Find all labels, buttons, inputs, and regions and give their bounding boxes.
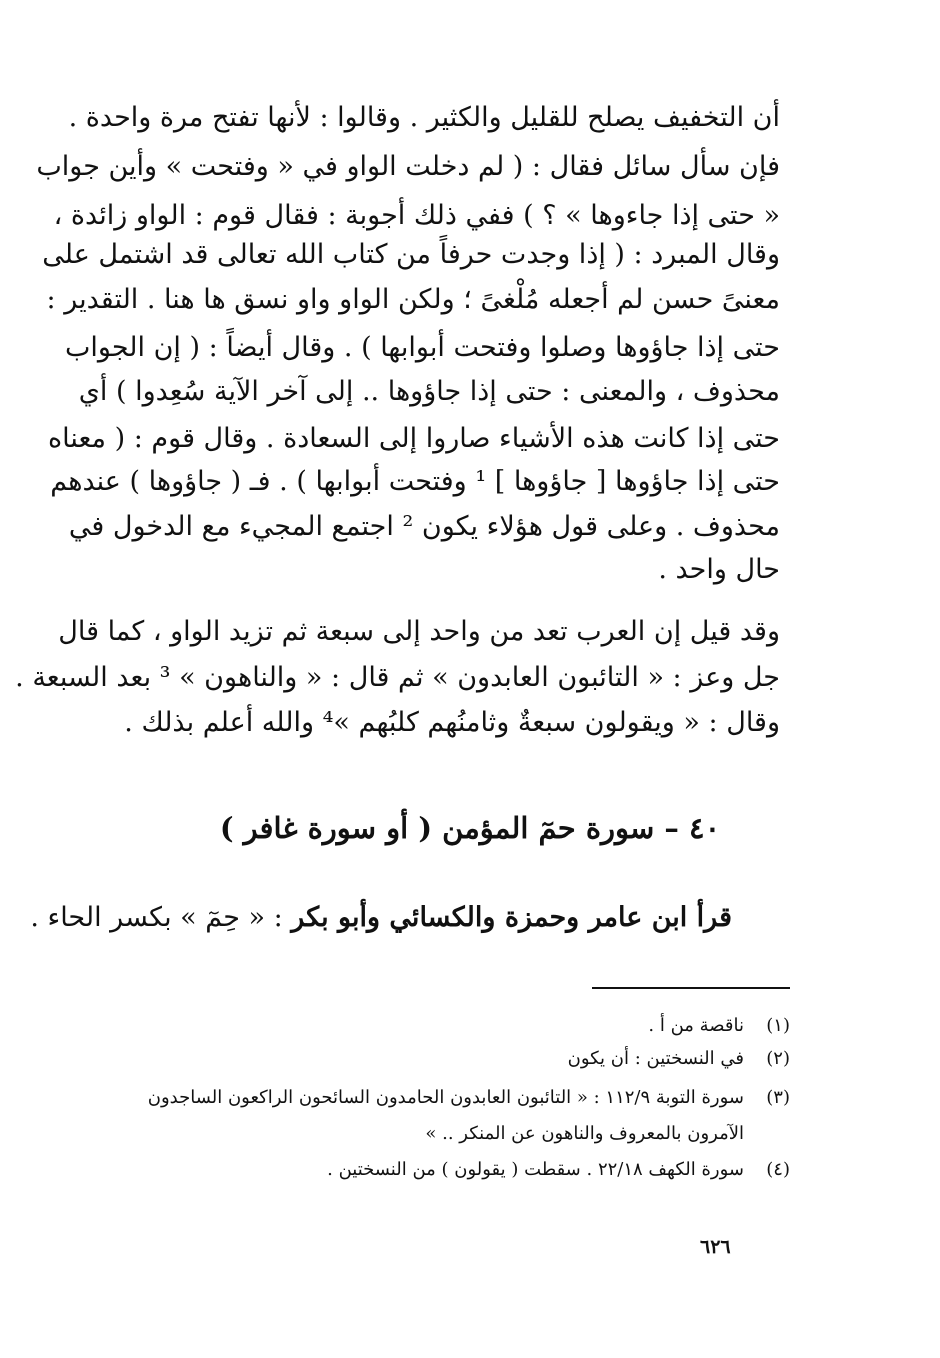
- body-line-10: محذوف . وعلى قول هؤلاء يكون ² اجتمع المجيء مع الدخول في: [68, 511, 780, 542]
- body-line-11: حال واحد .: [658, 554, 780, 585]
- footnote-number: (٢): [766, 1048, 790, 1069]
- reading-line: [30, 898, 732, 938]
- footnote-number: (٤): [766, 1159, 790, 1180]
- footnote-4: [100, 1155, 790, 1185]
- footnote-3: [100, 1083, 790, 1113]
- body-line-9: حتى إذا جاؤوها [ جاؤوها ] ¹ وفتحت أبوابها ) . فـ ( جاؤوها ) عندهم: [50, 466, 780, 497]
- footnote-2: [100, 1044, 790, 1074]
- section-heading: ٤٠ – سورة حمٓ المؤمن ( أو سورة غافر ): [219, 811, 721, 845]
- body-line-3: « حتى إذا جاءوها » ؟ ) ففي ذلك أجوبة : فقال قوم : الواو زائدة ،: [53, 200, 780, 231]
- body-line-2: فإن سأل سائل فقال : ( لم دخلت الواو في « وفتحت » وأين جواب: [36, 151, 780, 182]
- body-line-4: وقال المبرد : ( إذا وجدت حرفاً من كتاب الله تعالى قد اشتمل على: [42, 239, 780, 270]
- footnote-text: في النسختين : أن يكون: [567, 1048, 744, 1069]
- body-line-13: جل وعز : « التائبون العابدون » ثم قال : « والناهون » ³ بعد السبعة .: [15, 662, 780, 693]
- body-line-14: وقال : « ويقولون سبعةٌ وثامنُهم كلبُهم »⁴ والله أعلم بذلك .: [124, 707, 780, 738]
- body-line-1: أن التخفيف يصلح للقليل والكثير . وقالوا : لأنها تفتح مرة واحدة .: [68, 102, 780, 133]
- footnote-text: سورة الكهف ٢٢/١٨ . سقطت ( يقولون ) من النسختين .: [327, 1159, 744, 1180]
- page-number: ٦٢٦: [700, 1236, 731, 1258]
- footnote-text: ناقصة من أ .: [648, 1015, 744, 1036]
- body-line-6: حتى إذا جاؤوها وصلوا وفتحت أبوابها ) . وقال أيضاً : ( إن الجواب: [65, 332, 780, 363]
- footnote-number: (١): [766, 1015, 790, 1036]
- body-line-12: وقد قيل إن العرب تعد من واحد إلى سبعة ثم تزيد الواو ، كما قال: [58, 616, 780, 647]
- reading-bold: قرأ ابن عامر وحمزة والكسائي وأبو بكر: [291, 902, 732, 933]
- footnote-number: (٣): [766, 1087, 790, 1108]
- body-line-8: حتى إذا كانت هذه الأشياء صاروا إلى السعادة . وقال قوم : ( معناه: [48, 423, 780, 454]
- body-line-7: محذوف ، والمعنى : حتى إذا جاؤوها .. إلى آخر الآية سُعِدوا ) أي: [78, 376, 780, 407]
- footnote-divider: [592, 987, 790, 989]
- footnote-1: [100, 1011, 790, 1041]
- footnote-text: سورة التوبة ١١٢/٩ : « التائبون العابدون الحامدون السائحون الراكعون الساجدون: [147, 1087, 744, 1108]
- reading-rest: : « حِمٓ » بكسر الحاء .: [30, 902, 292, 933]
- body-line-5: معنىً حسن لم أجعله مُلْغىً ؛ ولكن الواو واو نسق ها هنا . التقدير :: [46, 284, 780, 315]
- footnote-3-continuation: الآمرون بالمعروف والناهون عن المنكر .. »: [425, 1123, 744, 1144]
